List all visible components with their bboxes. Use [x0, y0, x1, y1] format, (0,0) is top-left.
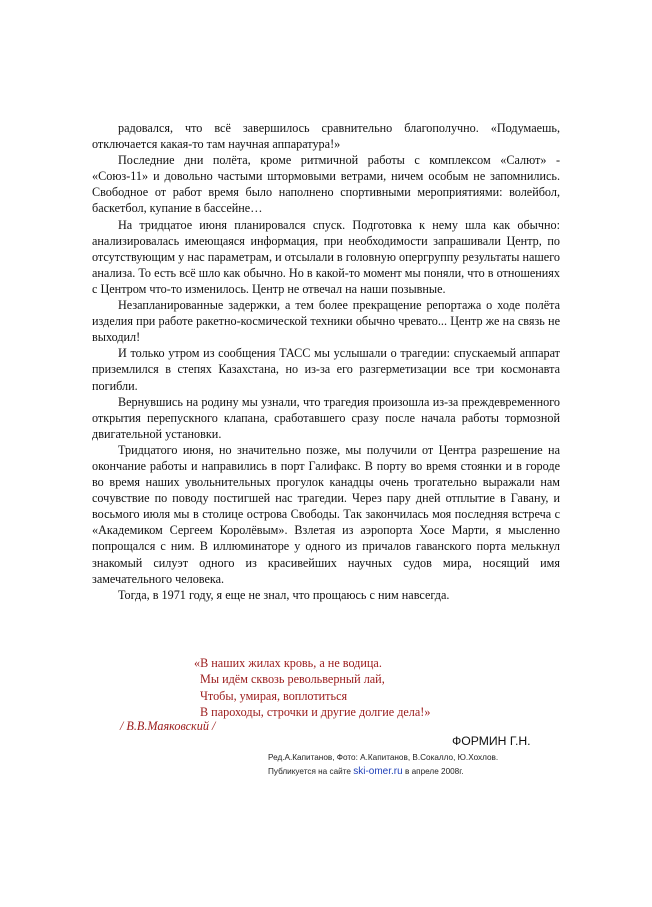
published-prefix: Публикуется на сайте: [268, 767, 351, 776]
poem-quote: [194, 655, 430, 721]
published-suffix: в апреле 2008г.: [404, 767, 464, 776]
article-body: [92, 120, 560, 603]
paragraph: Тридцатого июня, но значительно позже, мы получили от Центра разрешение на окончание работы и направились в порт Галифакс. В порту во время стоянки и в городе во время наших увольнительных прогулок канадцы очень трогательно выражали нам сочувствие по поводу постигшей нас трагедии. Через пару дней отплытие в Гавану, и восьмого июля мы в столице острова Свободы. Так закончилась моя последняя встреча с «Академиком Сергеем Королёвым». Взлетая из аэропорта Хосе Марти, я мысленно попрощался с ним. В иллюминаторе у одного из причалов гаванского порта мелькнул знакомый силуэт одного из красивейших научных судов мира, носящий имя замечательного человека.: [92, 442, 560, 586]
credits-line: Ред.А.Капитанов, Фото: А.Капитанов, В.Сокалло, Ю.Хохлов.: [268, 753, 499, 762]
poem-line: Мы идём сквозь револьверный лай,: [200, 672, 385, 687]
paragraph: радовался, что всё завершилось сравнительно благополучно. «Подумаешь, отключается какая-то там научная аппаратура!»: [92, 121, 560, 152]
publication-line: [268, 765, 498, 779]
paragraph: Тогда, в 1971 году, я еще не знал, что прощаюсь с ним навсегда.: [118, 587, 450, 602]
paragraph: Незапланированные задержки, а тем более прекращение репортажа о ходе полёта изделия при работе ракетно-космической техники обычно чревато... Центр же на связь не выходил!: [92, 298, 560, 345]
paragraph: На тридцатое июня планировался спуск. Подготовка к нему шла как обычно: анализировалась имеющаяся информация, при необходимости запрашивали Центр, по отсутствующим у нас параметрам, и отсылали в головную опергруппу результаты нашего анализа. То есть всё шло как обычно. Но в какой-то момент мы поняли, что в отношениях с Центром что-то изменилось. Центр не отвечал на наши позывные.: [92, 217, 560, 296]
poem-line: Чтобы, умирая, воплотиться: [200, 688, 348, 703]
credits-block: [268, 751, 498, 779]
poem-line: В пароходы, строчки и другие долгие дела!»: [200, 705, 431, 720]
poem-author: / В.В.Маяковский /: [120, 719, 216, 733]
paragraph: Вернувшись на родину мы узнали, что трагедия произошла из-за преждевременного открытия перепускного клапана, сработавшего сразу после начала работы тормозной двигательной установки.: [92, 394, 560, 441]
paragraph: Последние дни полёта, кроме ритмичной работы с комплексом «Салют» - «Союз-11» и довольно частыми штормовыми ветрами, ничем особым не запомнились. Свободное от работ время было наполнено спортивными мероприятиями: волейбол, баскетбол, купание в бассейне…: [92, 153, 560, 216]
poem-line: «В наших жилах кровь, а не водица.: [194, 656, 382, 670]
site-link[interactable]: ski-omer.ru: [353, 766, 403, 777]
author-signature: ФОРМИН Г.Н.: [452, 734, 531, 748]
paragraph: И только утром из сообщения ТАСС мы услышали о трагедии: спускаемый аппарат приземлился в степях Казахстана, но из-за его разгерметизации все три космонавта погибли.: [92, 346, 560, 393]
